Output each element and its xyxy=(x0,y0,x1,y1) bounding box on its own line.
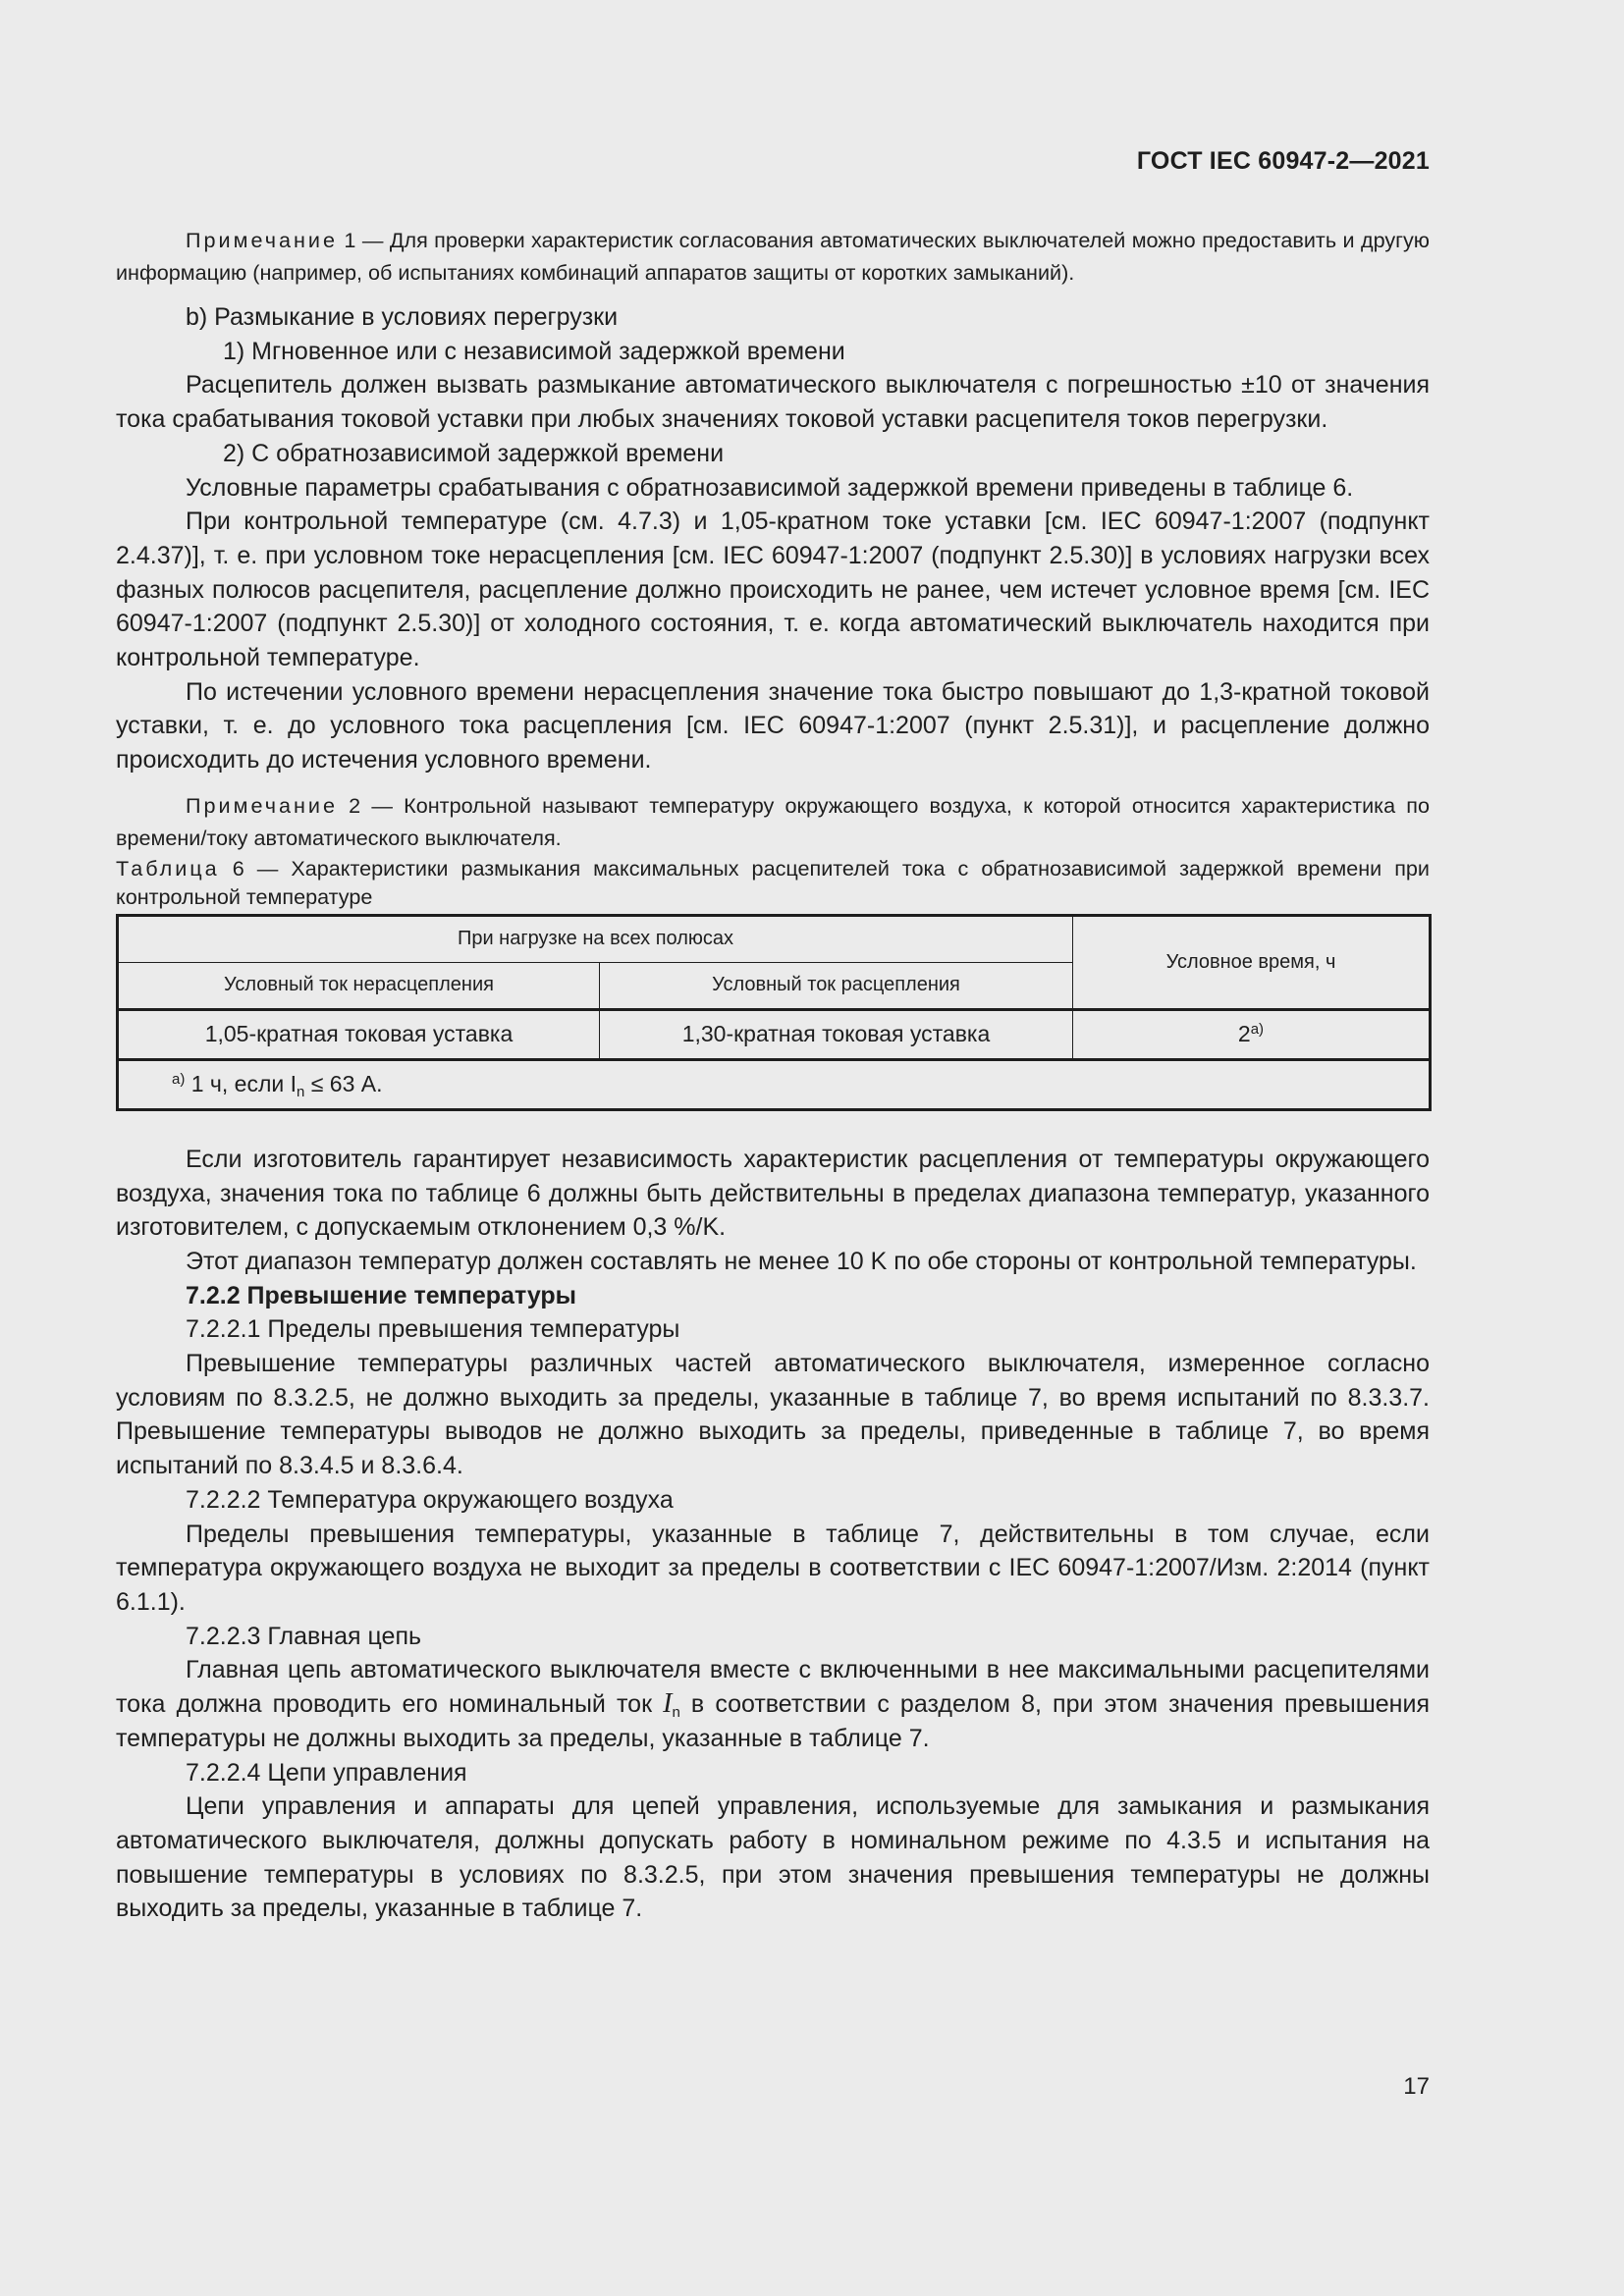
paragraph-main-circuit xyxy=(116,1653,1430,1755)
table-6-cell-time xyxy=(1073,1009,1431,1059)
item-b: b) Размыкание в условиях перегрузки xyxy=(186,303,619,331)
section-7-2-2-heading: 7.2.2 Превышение температуры xyxy=(186,1281,577,1309)
section-7-2-2-2-heading: 7.2.2.2 Температура окружающего воздуха xyxy=(186,1485,674,1514)
page-number: 17 xyxy=(1403,2073,1430,2100)
table-6 xyxy=(116,914,1432,1111)
paragraph-temp-range: Этот диапазон температур должен составлять не менее 10 K по обе стороны от контрольной температуры. xyxy=(186,1247,1417,1275)
page-content xyxy=(116,224,1430,1926)
table-6-col-time: Условное время, ч xyxy=(1073,915,1431,1009)
table-6-group-header: При нагрузке на всех полюсах xyxy=(118,915,1073,962)
paragraph-independence: Если изготовитель гарантирует независимость характеристик расцепления от температуры окружающего воздуха, значения тока по таблице 6 должны быть действительны в пределах диапазона температур, указанного изготовителем, с допускаемым отклонением 0,3 %/K. xyxy=(116,1145,1430,1242)
table-6-footnote-text-a: 1 ч, если I xyxy=(185,1071,298,1097)
main-circuit-text-b: в соответствии с разделом 8, при этом значения превышения температуры не должны выходить за пределы, указанные в таблице 7. xyxy=(116,1690,1430,1752)
paragraph-control-circuits: Цепи управления и аппараты для цепей управления, используемые для замыкания и размыкания автоматического выключателя, должны допускать работу в номинальном режиме по 4.3.5 и испытания на повышение температуры в условиях по 8.3.2.5, при этом значения превышения температуры не должны выходить за пределы, указанные в таблице 7. xyxy=(116,1792,1430,1923)
table-6-footnote-sub: n xyxy=(297,1084,305,1101)
note-1-label: Примечание xyxy=(186,228,338,252)
paragraph-trip-accuracy: Расцепитель должен вызвать размыкание автоматического выключателя с погрешностью ±10 от значения тока срабатывания токовой уставки при любых значениях токовой уставки расцепителя токов перегрузки. xyxy=(116,371,1430,434)
table-6-footnote-text-b: ≤ 63 А. xyxy=(304,1071,383,1097)
table-6-caption-text: 6 — Характеристики размыкания максимальных расцепителей тока с обратнозависимой задержкой времени при контрольной температуре xyxy=(116,855,1430,909)
note-2 xyxy=(116,789,1430,854)
rated-current-symbol: I xyxy=(663,1688,673,1720)
table-6-cell-nontrip: 1,05-кратная токовая уставка xyxy=(118,1009,600,1059)
paragraph-ambient-temp: Пределы превышения температуры, указанные в таблице 7, действительны в том случае, если температура окружающего воздуха не выходит за пределы в соответствии с IEC 60947-1:2007/Изм. 2:2014 (пункт 6.1.1). xyxy=(116,1520,1430,1616)
table-6-col-nontrip: Условный ток нерасцепления xyxy=(118,962,600,1009)
table-6-time-footnote-mark: а) xyxy=(1250,1021,1265,1039)
table-6-caption-label: Таблица xyxy=(116,855,220,881)
table-6-col-trip: Условный ток расцепления xyxy=(600,962,1073,1009)
note-1 xyxy=(116,224,1430,289)
table-6-caption xyxy=(116,854,1430,911)
table-6-time-value: 2 xyxy=(1237,1021,1251,1047)
section-7-2-2-4-heading: 7.2.2.4 Цепи управления xyxy=(186,1758,467,1787)
table-6-cell-trip: 1,30-кратная токовая уставка xyxy=(600,1009,1073,1059)
note-2-text: 2 — Контрольной называют температуру окружающего воздуха, к которой относится характеристика по времени/току автоматического выключателя. xyxy=(116,792,1430,850)
document-header: ГОСТ IEC 60947-2—2021 xyxy=(1136,147,1430,175)
paragraph-temp-rise-limits: Превышение температуры различных частей автоматического выключателя, измеренное согласно условиям по 8.3.2.5, не должно выходить за пределы, указанные в таблице 7, во время испытаний по 8.3.3.7. Превышение температуры выводов не должно выходить за пределы, приведенные в таблице 7, во время испытаний по 8.3.4.5 и 8.3.6.4. xyxy=(116,1350,1430,1480)
table-6-footnote-mark: а) xyxy=(172,1071,186,1089)
paragraph-reference-temperature: При контрольной температуре (см. 4.7.3) и 1,05-кратном токе уставки [см. IEC 60947-1:2007 (подпункт 2.4.37)], т. е. при условном токе нерасцепления [см. IEC 60947-1:2007 (подпункт 2.5.30)] в условиях нагрузки всех фазных полюсов расцепителя, расцепление должно происходить не ранее, чем истечет условное время [см. IEC 60947-1:2007 (подпункт 2.5.30)] от холодного состояния, т. е. когда автоматический выключатель находится при контрольной температуре. xyxy=(116,507,1430,672)
paragraph-conditional-params: Условные параметры срабатывания с обратнозависимой задержкой времени приведены в таблице 6. xyxy=(186,473,1354,502)
item-b-2: 2) С обратнозависимой задержкой времени xyxy=(223,439,725,467)
note-2-label: Примечание xyxy=(186,792,338,818)
section-7-2-2-1-heading: 7.2.2.1 Пределы превышения температуры xyxy=(186,1315,680,1344)
note-1-text: 1 — Для проверки характеристик согласования автоматических выключателей можно предоставить и другую информацию (например, об испытаниях комбинаций аппаратов защиты от коротких замыканий). xyxy=(116,228,1430,285)
main-circuit-text-a: Главная цепь автоматического выключателя вместе с включенными в нее максимальными расцепителями тока должна проводить его номинальный ток xyxy=(116,1656,1430,1719)
paragraph-after-time: По истечении условного времени нерасцепления значение тока быстро повышают до 1,3-кратной токовой уставки, т. е. до условного тока расцепления [см. IEC 60947-1:2007 (пункт 2.5.31)], и расцепление должно происходить до истечения условного времени. xyxy=(116,677,1430,774)
section-7-2-2-3-heading: 7.2.2.3 Главная цепь xyxy=(186,1622,422,1650)
item-b-1: 1) Мгновенное или с независимой задержкой времени xyxy=(223,337,845,365)
table-6-footnote xyxy=(118,1059,1431,1109)
rated-current-subscript: n xyxy=(672,1704,680,1722)
